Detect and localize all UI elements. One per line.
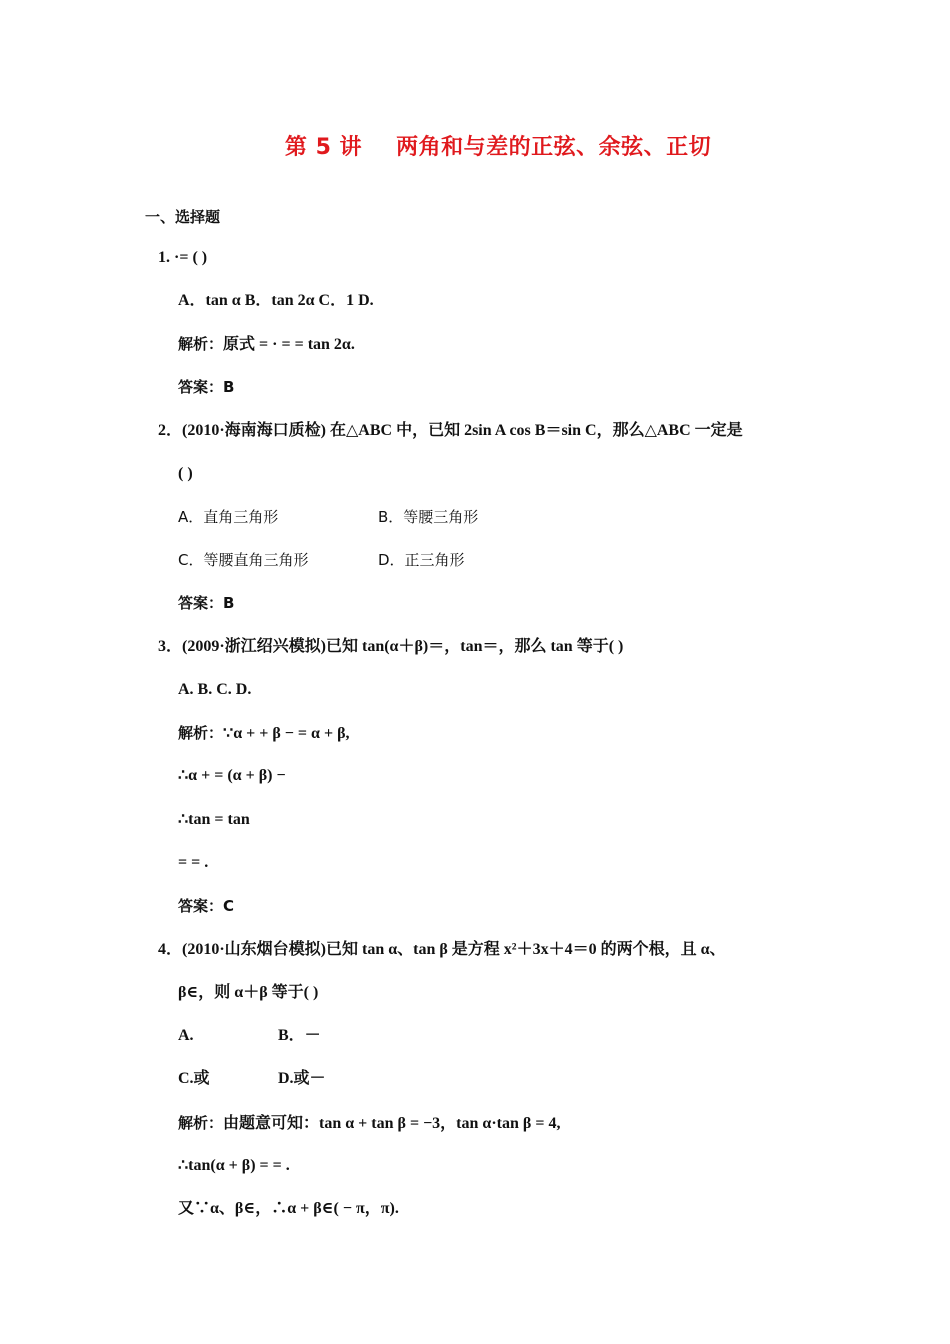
q2-stem-cont: ( ) (178, 465, 193, 482)
q3-answer: 答案：C (178, 897, 235, 915)
q1-analysis-text: 原式 = · = = tan 2α. (223, 336, 355, 353)
q3-analysis-line3: ∴tan = tan (178, 811, 250, 828)
q2-option-c: C．等腰直角三角形 (178, 551, 309, 569)
q2-answer: 答案：B (178, 594, 235, 612)
q1-stem: 1. ·= ( ) (158, 249, 208, 266)
q2-option-b: B．等腰三角形 (378, 508, 479, 526)
q3-analysis-line4: = = . (178, 854, 209, 871)
q1-options: A．tan α B．tan 2α C．1 D. (178, 292, 374, 309)
q3-stem: 3．(2009·浙江绍兴模拟)已知 tan(α＋β)＝，tan＝，那么 tan 等于( ) (158, 638, 624, 655)
q2-option-a: A．直角三角形 (178, 508, 279, 526)
q3-analysis-line1 (178, 721, 350, 746)
q4-analysis-line3: 又∵α、β∈，∴α + β∈( − π，π). (178, 1200, 399, 1217)
analysis-label: 解析： (178, 335, 224, 353)
q1-answer: 答案：B (178, 378, 235, 396)
title-topic: 两角和与差的正弦、余弦、正切 (396, 135, 712, 160)
q2-stem: 2．(2010·海南海口质检) 在△ABC 中，已知 2sin A cos B＝sin C，那么△ABC 一定是 (158, 422, 743, 439)
section-heading: 一、选择题 (145, 208, 221, 226)
q1-analysis (178, 332, 355, 357)
page-title (0, 130, 950, 161)
q4-option-d: D.或－ (278, 1070, 326, 1087)
title-lecture-number: 第 5 讲 (284, 135, 363, 160)
q3-analysis-line2: ∴α + = (α + β) − (178, 767, 286, 784)
q4-analysis-line1 (178, 1111, 560, 1136)
q2-option-d: D．正三角形 (378, 551, 465, 569)
q4-option-a: A. (178, 1027, 194, 1044)
analysis-label: 解析： (178, 1114, 224, 1132)
q4-analysis-line2: ∴tan(α + β) = = . (178, 1157, 290, 1174)
q4-option-c: C.或 (178, 1070, 210, 1087)
q4-stem: 4．(2010·山东烟台模拟)已知 tan α、tan β 是方程 x²＋3x＋4＝0 的两个根，且 α、 (158, 941, 726, 958)
q4-option-b: B．－ (278, 1027, 321, 1044)
q3-options: A. B. C. D. (178, 681, 252, 698)
q3-analysis-text-1: ∵α + + β − = α + β, (223, 725, 350, 742)
q4-stem-cont: β∈，则 α＋β 等于( ) (178, 984, 319, 1001)
analysis-label: 解析： (178, 724, 224, 742)
q4-analysis-text-1: 由题意可知：tan α + tan β = −3，tan α·tan β = 4, (223, 1115, 561, 1132)
